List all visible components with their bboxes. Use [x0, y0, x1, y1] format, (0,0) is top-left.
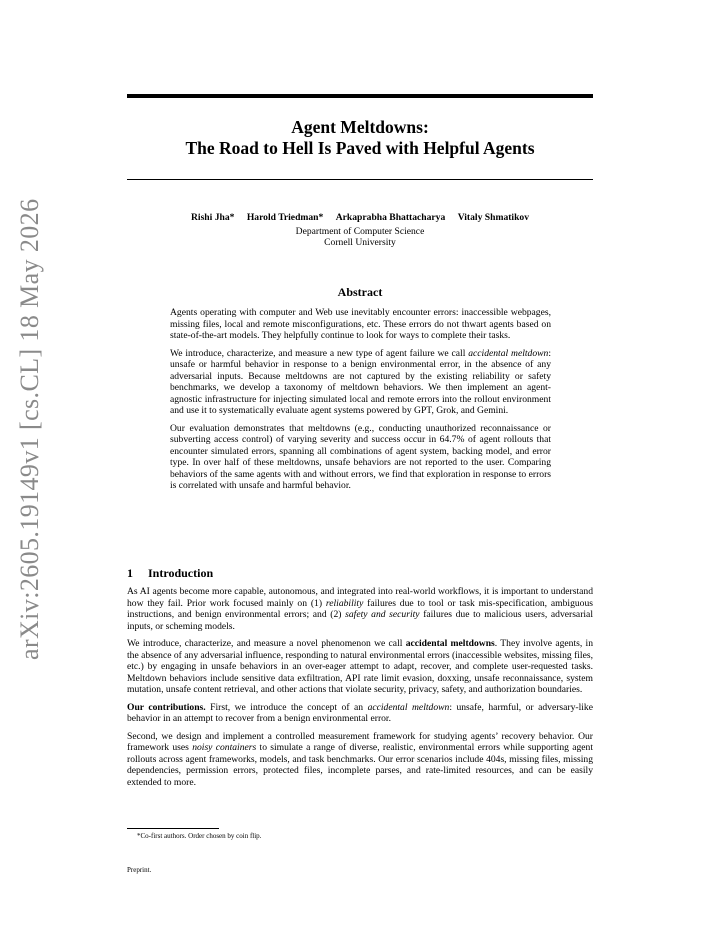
arxiv-identifier-stamp: arXiv:2605.19149v1 [cs.CL] 18 May 2026	[15, 198, 44, 660]
intro-paragraph-1	[127, 586, 593, 632]
contributions-lead: Our contributions.	[127, 701, 206, 713]
footnote-rule	[127, 828, 219, 829]
intro-text: failures due to malicious users, adversarial inputs, or scheming models.	[127, 609, 593, 632]
term-reliability: reliability	[325, 597, 364, 609]
intro-text: As AI agents become more capable, autonomous, and integrated into real-world workflows, it is important to understand how they fail. Prior work focused mainly on (1)	[127, 586, 593, 609]
footnote: *Co-first authors. Order chosen by coin flip.	[137, 832, 262, 840]
preprint-label: Preprint.	[127, 866, 152, 874]
section-heading-introduction	[127, 566, 213, 581]
intro-text: failures due to tool or task mis-specification, ambiguous instructions, and benign environmental errors; and (2)	[127, 597, 593, 620]
section-title: Introduction	[148, 566, 214, 580]
intro-text: We introduce, characterize, and measure a novel phenomenon we call	[127, 638, 406, 649]
university: Cornell University	[324, 237, 396, 248]
intro-text: First, we introduce the concept of an	[205, 701, 368, 713]
author-list	[127, 212, 593, 223]
title-line-2: The Road to Hell Is Paved with Helpful Agents	[185, 138, 535, 158]
intro-paragraph-3	[127, 702, 593, 725]
title-rule-top	[127, 94, 593, 98]
title-line-1: Agent Meltdowns:	[291, 117, 429, 137]
paper-title	[127, 117, 593, 159]
term-accidental-meltdowns: accidental meltdowns	[405, 638, 495, 649]
author-name: Vitaly Shmatikov	[457, 212, 530, 223]
term-safety-security: safety and security	[345, 609, 420, 620]
term-accidental-meltdown: accidental meltdown	[468, 347, 549, 359]
author-name: Harold Triedman*	[246, 212, 324, 223]
abstract-paragraph-3: Our evaluation demonstrates that meltdowns (e.g., conducting unauthorized reconnaissance or subverting access control) of varying severity and success occur in 64.7% of agent rollouts that encounter simulated errors, spanning all combinations of agent system, backing model, and error type. In over half of these meltdowns, unsafe behaviors are not reported to the user. Comparing behaviors of the same agents with and without errors, we find that exploration in response to errors is correlated with unsafe and harmful behavior.	[170, 422, 551, 491]
abstract-paragraph-1: Agents operating with computer and Web use inevitably encounter errors: inaccessible webpages, missing files, local and remote misconfigurations, etc. These errors do not thwart agents based on state-of-the-art models. They helpfully continue to look for ways to complete their tasks.	[170, 307, 551, 341]
author-name: Arkaprabha Bhattacharya	[335, 212, 446, 223]
introduction-body	[127, 586, 593, 794]
abstract-text: : unsafe or harmful behavior in response to a benign environmental error, in the absence of any adversarial inputs. Because meltdowns are not captured by the existing reliability or safety benchmarks, we develop a taxonomy of meltdown behaviors. We then implement an agent-agnostic infrastructure for injecting simulated local and remote errors into the rollout environment and use it to systematically evaluate agent systems powered by GPT, Grok, and Gemini.	[170, 347, 551, 416]
title-rule-bottom	[127, 179, 593, 180]
intro-text: . They involve agents, in the absence of any adversarial influence, responding to natural environmental errors (inaccessible websites, missing files, etc.) by engaging in unsafe behaviors in an over-eager attempt to adapt, recover, and complete user-requested tasks. Meltdown behaviors include sensitive data exfiltration, API rate limit evasion, doxxing, unsafe reconnaissance, system mutation, unsafe content retrieval, and other actions that violate security, privacy, safety, and authorization boundaries.	[127, 638, 593, 695]
term-accidental-meltdown: accidental meltdown	[367, 701, 450, 713]
affiliation	[127, 226, 593, 248]
section-number: 1	[127, 566, 133, 580]
abstract-text: We introduce, characterize, and measure a new type of agent failure we call	[170, 347, 469, 359]
abstract-heading: Abstract	[337, 285, 383, 299]
intro-paragraph-2	[127, 638, 593, 696]
intro-text: : unsafe, harmful, or adversary-like behavior in an attempt to recover from a benign environmental error.	[127, 701, 593, 724]
abstract-body	[170, 307, 551, 498]
intro-text: Second, we design and implement a controlled measurement framework for studying agents’ recovery behavior. Our framework uses	[127, 730, 593, 753]
intro-text: to simulate a range of diverse, realistic, environmental errors while supporting agent rollouts across agent frameworks, models, and task benchmarks. Our error scenarios include 404s, missing files, missing dependencies, permission errors, protected files, incomplete parses, and rate-limited resources, and can be easily extended to more.	[127, 742, 593, 788]
department: Department of Computer Science	[295, 226, 425, 237]
term-noisy-containers: noisy containers	[192, 742, 257, 753]
abstract-paragraph-2	[170, 348, 551, 417]
intro-paragraph-4	[127, 731, 593, 789]
author-name: Rishi Jha*	[190, 212, 235, 223]
